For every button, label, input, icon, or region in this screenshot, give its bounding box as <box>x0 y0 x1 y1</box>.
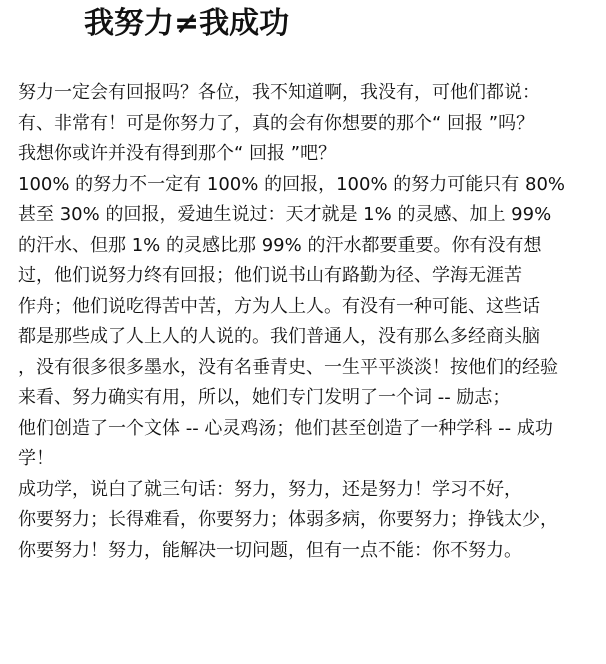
text-line: 他们创造了一个文体 -- 心灵鸡汤；他们甚至创造了一种学科 -- 成功 <box>18 417 553 439</box>
page-title: 我努力≠我成功 <box>84 6 290 41</box>
text-line: 来看、努力确实有用，所以，她们专门发明了一个词 -- 励志； <box>18 387 511 408</box>
text-line: 成功学，说白了就三句话：努力，努力，还是努力！学习不好， <box>18 478 522 500</box>
text-line: 努力一定会有回报吗？各位，我不知道啊，我没有，可他们都说： <box>18 82 540 103</box>
text-line: 你要努力；长得难看，你要努力；体弱多病，你要努力；挣钱太少， <box>18 509 558 530</box>
text-line: 你要努力！努力，能解决一切问题，但有一点不能：你不努力。 <box>18 539 522 561</box>
text-line: 过，他们说努力终有回报；他们说书山有路勤为径、学海无涯苦 <box>18 265 522 286</box>
text-line: 都是那些成了人上人的人说的。我们普通人，没有那么多经商头脑 <box>18 326 540 347</box>
text-line: 100% 的努力不一定有 100% 的回报，100% 的努力可能只有 80% <box>18 173 565 195</box>
text-line: 有、非常有！可是你努力了，真的会有你想要的那个“ 回报 ”吗？ <box>18 112 535 134</box>
text-line: 作舟；他们说吃得苦中苦，方为人上人。有没有一种可能、这些话 <box>18 295 540 317</box>
text-line: ，没有很多很多墨水，没有名垂青史、一生平平淡淡！按他们的经验 <box>18 356 558 378</box>
text-line: 甚至 30% 的回报，爱迪生说过：天才就是 1% 的灵感、加上 99% <box>18 204 552 225</box>
text-line: 学！ <box>18 448 54 469</box>
text-line: 我想你或许并没有得到那个“ 回报 ”吧？ <box>18 143 337 164</box>
article-body <box>18 78 602 566</box>
text-line: 的汗水、但那 1% 的灵感比那 99% 的汗水都要重要。你有没有想 <box>18 234 542 256</box>
